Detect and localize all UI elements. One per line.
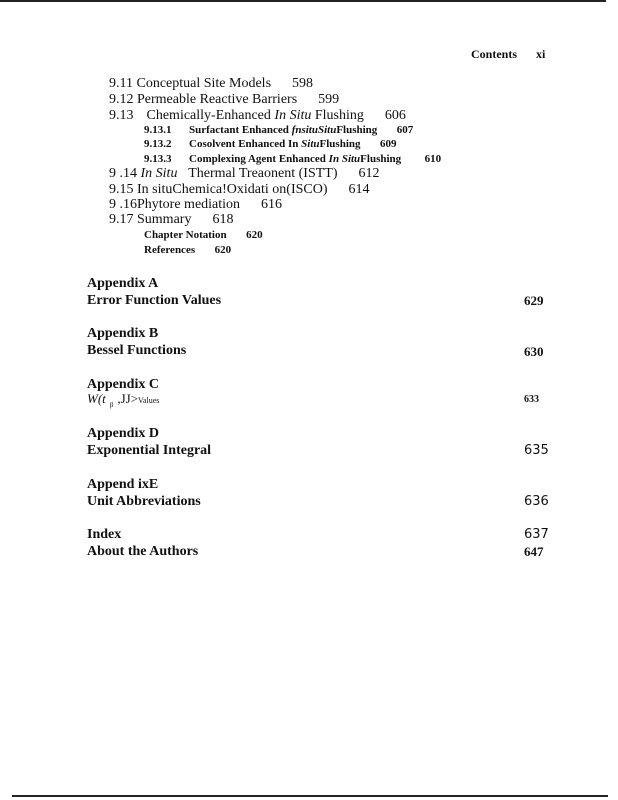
appendix-b-title: Bessel Functions [87, 343, 187, 358]
subsection-title-italic: Situ [301, 138, 320, 150]
section-number: 9.17 [109, 212, 134, 227]
entry-title: References [144, 244, 196, 256]
entry-title: Chapter Notation [144, 229, 227, 241]
section-title: Summary [137, 212, 192, 227]
section-number: 9.15 [109, 182, 134, 197]
appendix-a-page: 629 [524, 293, 544, 308]
subsection-title-suffix: Flushing [319, 138, 361, 150]
toc-entry-9-11 [109, 76, 313, 92]
section-page: 606 [384, 108, 406, 123]
running-header-page: xi [536, 47, 546, 61]
appendix-c-title-sub: β [109, 400, 114, 409]
subsection-page: 609 [380, 138, 397, 150]
section-page: 614 [348, 182, 370, 197]
subsection-number: 9.13.3 [144, 153, 172, 165]
subsection-title-prefix: Cosolvent Enhanced In [189, 138, 299, 150]
toc-entry-9-17 [109, 212, 233, 228]
section-title: In situChemica!Oxidati on(ISCO) [137, 182, 328, 197]
bottom-rule [12, 795, 608, 797]
entry-page: 620 [214, 244, 232, 256]
about-authors-title: About the Authors [87, 544, 199, 559]
section-title-italic: In Situ [140, 166, 178, 181]
toc-entry-references [144, 243, 231, 257]
section-page: 599 [318, 92, 340, 107]
subsection-page: 607 [396, 124, 414, 136]
appendix-e-page: 636 [524, 494, 549, 509]
subsection-title-suffix: Flushing [360, 153, 402, 165]
section-title-suffix: Thermal Treaonent (ISTT) [188, 166, 338, 181]
appendix-e-label: Append ixE [87, 477, 159, 492]
section-title: Permeable Reactive Barriers [137, 92, 298, 107]
section-title-suffix: Flushing [314, 108, 364, 123]
entry-page: 620 [246, 229, 263, 241]
section-title-italic: In Situ [274, 108, 312, 123]
running-header-title: Contents [471, 47, 518, 61]
subsection-title-prefix: Surfactant Enhanced [189, 124, 289, 136]
section-title: Conceptual Site Models [136, 76, 272, 91]
appendix-a-title: Error Function Values [87, 293, 222, 308]
subsection-page: 610 [424, 153, 442, 165]
section-page: 618 [212, 212, 234, 227]
appendix-c-label: Appendix C [87, 377, 159, 392]
subsection-number: 9.13.2 [144, 138, 172, 150]
appendix-d-label: Appendix D [87, 426, 159, 441]
about-authors-page: 647 [524, 544, 544, 559]
section-page: 612 [358, 166, 380, 181]
appendix-b-page: 630 [524, 344, 544, 359]
appendix-c-title-b: ,JJ> [117, 391, 139, 406]
toc-entry-9-12 [109, 92, 339, 108]
section-number: 9.12 [109, 92, 134, 107]
section-title-prefix: Chemically-Enhanced [146, 108, 271, 123]
appendix-c-title [87, 391, 159, 409]
section-page: 616 [261, 197, 283, 212]
toc-entry-9-13-2 [144, 137, 397, 151]
appendix-b-label: Appendix B [87, 326, 159, 341]
appendix-d-title: Exponential Integral [87, 443, 212, 458]
appendix-a-label: Appendix A [87, 276, 159, 291]
toc-entry-9-14 [109, 166, 380, 182]
section-number: 9 .16 [109, 197, 137, 212]
top-rule [0, 0, 606, 2]
appendix-c-title-c: Values [138, 396, 160, 405]
subsection-title-italic: In Situ [328, 153, 361, 165]
index-title: Index [87, 527, 122, 542]
section-number: 9.11 [109, 76, 133, 91]
subsection-title-prefix: Complexing Agent Enhanced [189, 153, 326, 165]
section-number: 9.13 [109, 108, 134, 123]
appendix-e-title: Unit Abbreviations [87, 494, 201, 509]
toc-entry-9-13 [109, 108, 406, 124]
appendix-c-title-a: W(t [87, 391, 106, 406]
subsection-title-italic: fnsituSitu [291, 124, 337, 136]
section-page: 598 [292, 76, 314, 91]
toc-entry-9-15 [109, 182, 370, 198]
section-number: 9 .14 [109, 166, 137, 181]
appendix-d-page: 635 [524, 443, 549, 458]
section-title: Phytore mediation [137, 197, 241, 212]
toc-entry-9-13-1 [144, 123, 413, 137]
subsection-number: 9.13.1 [144, 124, 172, 136]
appendix-c-page: 633 [524, 394, 539, 405]
toc-entry-9-16 [109, 197, 282, 213]
toc-entry-9-13-3 [144, 152, 441, 166]
toc-entry-chapter-notation [144, 228, 263, 242]
subsection-title-suffix: Flushing [336, 124, 378, 136]
index-page: 637 [524, 527, 549, 542]
